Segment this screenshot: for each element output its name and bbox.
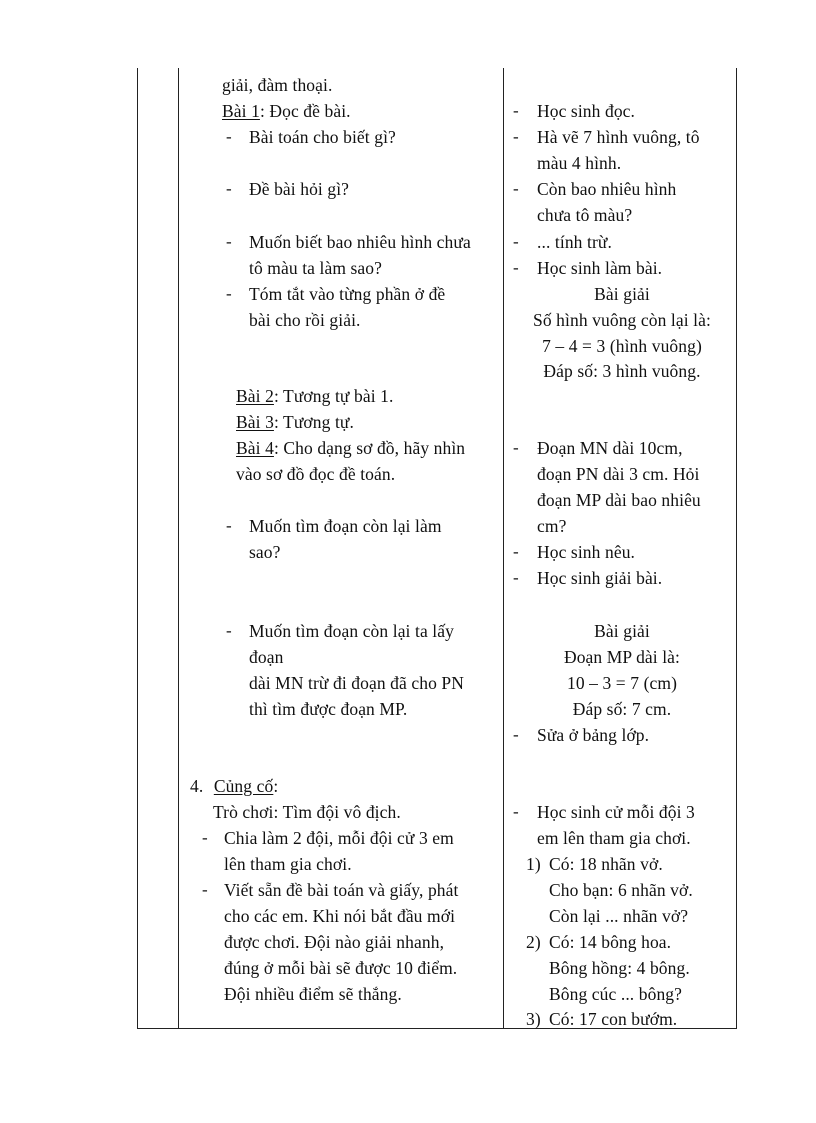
bullet-dash: - xyxy=(513,542,519,561)
board-correction: Sửa ở bảng lớp. xyxy=(537,725,650,745)
solution-1-answer: Đáp số: 3 hình vuông. xyxy=(543,361,701,381)
solution-2-line2: 10 – 3 = 7 (cm) xyxy=(566,673,678,693)
bullet-dash: - xyxy=(226,232,232,251)
bullet-dash: - xyxy=(513,802,519,821)
problem-2-line3: Bông cúc ... bông? xyxy=(549,984,683,1004)
exercise-4-label: Bài 4 xyxy=(236,438,274,458)
instruction-summary-line2: bài cho rồi giải. xyxy=(249,310,361,330)
problem-2-number: 2) xyxy=(526,932,541,952)
bullet-dash: - xyxy=(202,828,208,847)
solution-1-title: Bài giải xyxy=(594,284,650,304)
exercise-2-text: : Tương tự bài 1. xyxy=(273,386,394,406)
problem-1-line3: Còn lại ... nhãn vở? xyxy=(549,906,689,926)
exercise-4 xyxy=(236,435,465,461)
bullet-dash: - xyxy=(513,725,519,744)
section-4-colon: : xyxy=(273,776,279,796)
section-4-title: Củng cố xyxy=(213,776,274,796)
table-border-left xyxy=(137,68,138,1029)
problem-3-line1: Có: 17 con bướm. xyxy=(549,1009,678,1029)
solution-2-title: Bài giải xyxy=(594,621,650,641)
bullet-dash: - xyxy=(513,127,519,146)
table-border-inner xyxy=(178,68,179,1029)
answer-asked-line1: Còn bao nhiêu hình xyxy=(537,179,677,199)
problem-4-line1: Đoạn MN dài 10cm, xyxy=(537,438,683,458)
solution-2-line1: Đoạn MP dài là: xyxy=(563,647,681,667)
exercise-1-text: : Đọc đề bài. xyxy=(259,101,351,121)
question-method-line1: Muốn biết bao nhiêu hình chưa xyxy=(249,232,471,252)
exercise-3 xyxy=(236,409,354,435)
exercise-4-text: : Cho dạng sơ đồ, hãy nhìn xyxy=(273,438,466,458)
bullet-dash: - xyxy=(513,568,519,587)
section-4-number: 4. xyxy=(190,776,204,796)
problem-1-number: 1) xyxy=(526,854,541,874)
question-remaining-line1: Muốn tìm đoạn còn lại làm xyxy=(249,516,442,536)
bullet-dash: - xyxy=(226,284,232,303)
student-reads: Học sinh đọc. xyxy=(537,101,636,121)
problem-1-line2: Cho bạn: 6 nhãn vở. xyxy=(549,880,693,900)
bullet-dash: - xyxy=(226,127,232,146)
game-rule-2-line4: đúng ở mỗi bài sẽ được 10 điểm. xyxy=(224,958,458,978)
bullet-dash: - xyxy=(202,880,208,899)
exercise-3-text: : Tương tự. xyxy=(273,412,354,432)
problem-4-line2: đoạn PN dài 3 cm. Hỏi xyxy=(537,464,700,484)
bullet-dash: - xyxy=(513,258,519,277)
answer-given-line2: màu 4 hình. xyxy=(537,153,622,173)
solution-2-answer: Đáp số: 7 cm. xyxy=(572,699,672,719)
bullet-dash: - xyxy=(513,179,519,198)
student-works: Học sinh làm bài. xyxy=(537,258,663,278)
bullet-dash: - xyxy=(513,101,519,120)
solution-1-line2: 7 – 4 = 3 (hình vuông) xyxy=(542,336,702,356)
bullet-dash: - xyxy=(226,179,232,198)
problem-1-line1: Có: 18 nhãn vở. xyxy=(549,854,663,874)
exercise-1 xyxy=(222,98,351,124)
problem-4-line3: đoạn MP dài bao nhiêu xyxy=(537,490,701,510)
problem-2-line1: Có: 14 bông hoa. xyxy=(549,932,672,952)
table-border-right xyxy=(736,68,737,1029)
team-selection-line1: Học sinh cử mỗi đội 3 xyxy=(537,802,695,822)
game-rule-2-line3: được chơi. Đội nào giải nhanh, xyxy=(224,932,445,952)
answer-method: ... tính trừ. xyxy=(537,232,612,252)
bullet-dash: - xyxy=(226,621,232,640)
question-method-line2: tô màu ta làm sao? xyxy=(249,258,383,278)
solution-1-line1: Số hình vuông còn lại là: xyxy=(533,310,711,330)
problem-2-line2: Bông hồng: 4 bông. xyxy=(549,958,690,978)
answer-given-line1: Hà vẽ 7 hình vuông, tô xyxy=(537,127,700,147)
exercise-2 xyxy=(236,383,393,409)
intro-tail: giải, đàm thoại. xyxy=(222,75,333,95)
student-states: Học sinh nêu. xyxy=(537,542,636,562)
game-rule-1-line1: Chia làm 2 đội, mỗi đội cử 3 em xyxy=(224,828,454,848)
answer-asked-line2: chưa tô màu? xyxy=(537,205,633,225)
problem-3-number: 3) xyxy=(526,1009,541,1029)
bullet-dash: - xyxy=(513,438,519,457)
explanation-line2: đoạn xyxy=(249,647,284,667)
instruction-summary-line1: Tóm tắt vào từng phần ở đề xyxy=(249,284,446,304)
exercise-4-line2: vào sơ đồ đọc đề toán. xyxy=(236,464,396,484)
explanation-line3: dài MN trừ đi đoạn đã cho PN xyxy=(249,673,464,693)
section-4-heading xyxy=(190,773,278,799)
explanation-line4: thì tìm được đoạn MP. xyxy=(249,699,408,719)
game-title: Trò chơi: Tìm đội vô địch. xyxy=(213,802,401,822)
table-column-divider xyxy=(503,68,504,1029)
team-selection-line2: em lên tham gia chơi. xyxy=(537,828,691,848)
exercise-2-label: Bài 2 xyxy=(236,386,274,406)
bullet-dash: - xyxy=(513,232,519,251)
exercise-3-label: Bài 3 xyxy=(236,412,274,432)
game-rule-2-line5: Đội nhiều điểm sẽ thắng. xyxy=(224,984,402,1004)
question-given: Bài toán cho biết gì? xyxy=(249,127,396,147)
question-remaining-line2: sao? xyxy=(249,542,281,562)
explanation-line1: Muốn tìm đoạn còn lại ta lấy xyxy=(249,621,454,641)
game-rule-2-line2: cho các em. Khi nói bắt đầu mới xyxy=(224,906,456,926)
student-solves: Học sinh giải bài. xyxy=(537,568,663,588)
game-rule-2-line1: Viết sẵn đề bài toán và giấy, phát xyxy=(224,880,459,900)
bullet-dash: - xyxy=(226,516,232,535)
game-rule-1-line2: lên tham gia chơi. xyxy=(224,854,352,874)
question-asked: Đề bài hỏi gì? xyxy=(249,179,350,199)
problem-4-line4: cm? xyxy=(537,516,567,536)
exercise-1-label: Bài 1 xyxy=(222,101,260,121)
